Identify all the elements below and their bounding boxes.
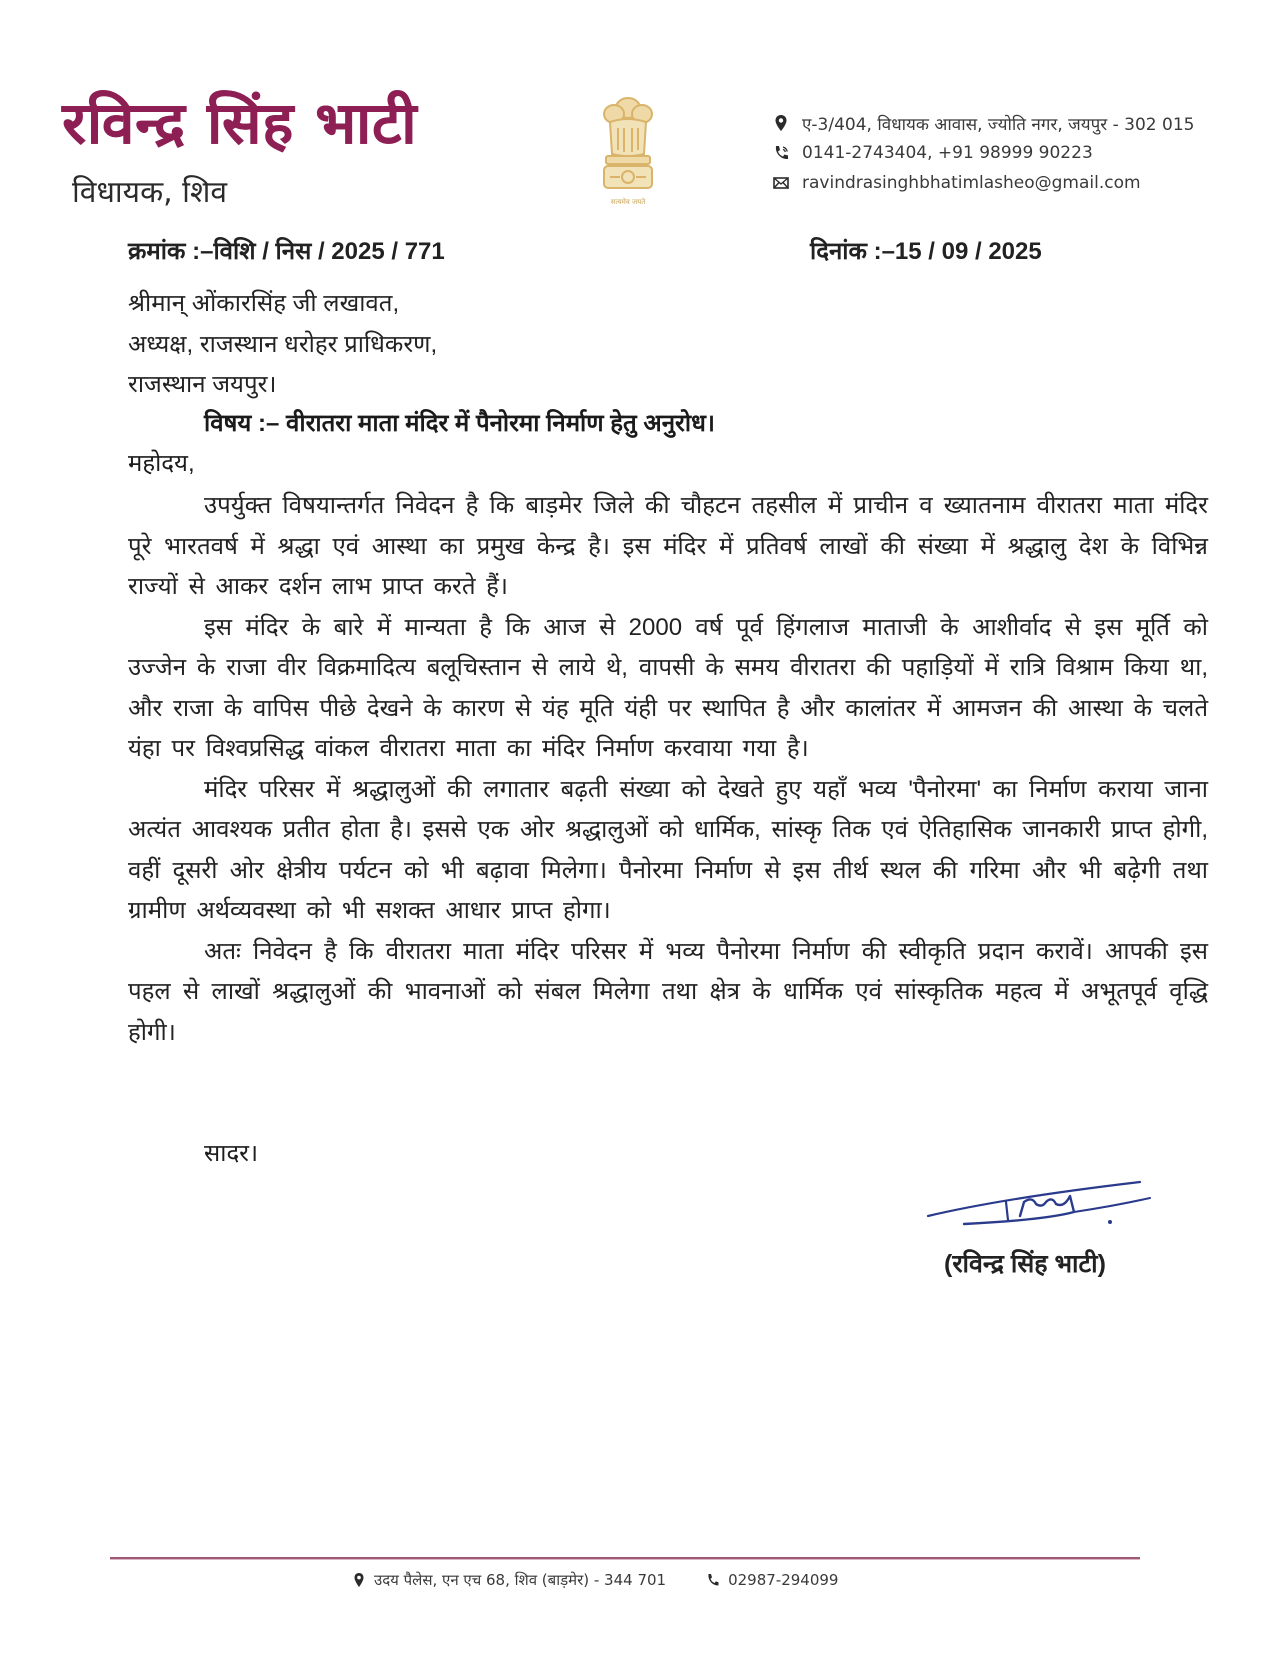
letterhead-footer [352,1570,838,1590]
letter-subject: विषय :– वीरातरा माता मंदिर में पैनोरमा निर्माण हेतु अनुरोध। [204,410,715,437]
body-paragraph: इस मंदिर के बारे में मान्यता है कि आज से 2000 वर्ष पूर्व हिंगलाज माताजी के आशीर्वाद से इस मूर्ति को उज्जेन के राजा वीर विक्रमादित्य बलूचिस्तान से लाये थे, वापसी के समय वीरातरा की पहाड़ियों में रात्रि विश्राम किया था, और राजा के वापिस पीछे देखने के कारण से यंह मूति यंही पर स्थापित है और कालांतर में आमजन की आस्था के चलते यंहा पर विश्वप्रसिद्ध वांकल वीरातरा माता का मंदिर निर्माण करवाया गया है। [128,613,1208,762]
letterhead-name: रविन्द्र सिंह भाटी [62,89,418,157]
national-emblem-icon [592,92,664,212]
contact-address-text: ए-3/404, विधायक आवास, ज्योति नगर, जयपुर - 302 015 [802,114,1195,135]
signatory-name: (रविन्द्र सिंह भाटी) [944,1250,1106,1278]
letterhead-contact [772,108,1232,198]
location-pin-icon [352,1572,366,1588]
emblem-motto: सत्यमेव जयते [610,198,646,206]
contact-email-text: ravindrasinghbhatimlasheo@gmail.com [802,173,1141,193]
phone-icon [772,144,790,162]
contact-phone [772,138,1232,168]
recipient-line: राजस्थान जयपुर। [128,371,277,398]
body-paragraph: अतः निवेदन है कि वीरातरा माता मंदिर परिसर में भव्य पैनोरमा निर्माण की स्वीकृति प्रदान करावें। आपकी इस पहल से लाखों श्रद्धालुओं की भावनाओं को संबल मिलेगा तथा क्षेत्र के धार्मिक एवं सांस्कृतिक महत्व में अभूतपूर्व वृद्धि होगी। [128,937,1208,1046]
contact-address [772,108,1232,138]
recipient-line: श्रीमान् ओंकारसिंह जी लखावत, [128,290,400,317]
contact-phone-text: 0141-2743404, +91 98999 90223 [802,143,1093,163]
salutation: महोदय, [128,450,195,477]
contact-email [772,168,1232,198]
body-paragraph: मंदिर परिसर में श्रद्धालुओं की लगातार बढ़ती संख्या को देखते हुए यहाँ भव्य 'पैनोरमा' का निर्माण कराया जाना अत्यंत आवश्यक प्रतीत होता है। इससे एक ओर श्रद्धालुओं को धार्मिक, सांस्कृ तिक एवं ऐतिहासिक जानकारी प्राप्त होगी, वहीं दूसरी ओर क्षेत्रीय पर्यटन को भी बढ़ावा मिलेगा। पैनोरमा निर्माण से इस तीर्थ स्थल की गरिमा और भी बढ़ेगी तथा ग्रामीण अर्थव्यवस्था को भी सशक्त आधार प्राप्त होगा। [128,775,1208,924]
phone-icon [706,1572,720,1588]
reference-number: क्रमांक :–विशि / निस / 2025 / 771 [128,238,445,265]
recipient-address [128,284,1208,406]
body-paragraph: उपर्युक्त विषयान्तर्गत निवेदन है कि बाड़मेर जिले की चौहटन तहसील में प्राचीन व ख्यातनाम वीरातरा माता मंदिर पूरे भारतवर्ष में श्रद्धा एवं आस्था का प्रमुख केन्द्र है। इस मंदिर में प्रतिवर्ष लाखों की संख्या में श्रद्धालु देश के विभिन्न राज्यों से आकर दर्शन लाभ प्राप्त करते हैं। [128,492,1208,600]
location-pin-icon [772,114,790,132]
footer-divider [110,1557,1140,1560]
letterhead-designation: विधायक, शिव [72,175,228,210]
letter-date: दिनांक :–15 / 09 / 2025 [810,238,1042,265]
footer-address: उदय पैलेस, एन एच 68, शिव (बाड़मेर) - 344 701 [374,1571,667,1589]
footer-phone: 02987-294099 [728,1571,839,1589]
handwritten-signature [924,1168,1156,1238]
recipient-line: अध्यक्ष, राजस्थान धरोहर प्राधिकरण, [128,330,438,358]
closing: सादर। [204,1140,259,1167]
envelope-icon [772,174,790,192]
letter-body [128,486,1208,1053]
